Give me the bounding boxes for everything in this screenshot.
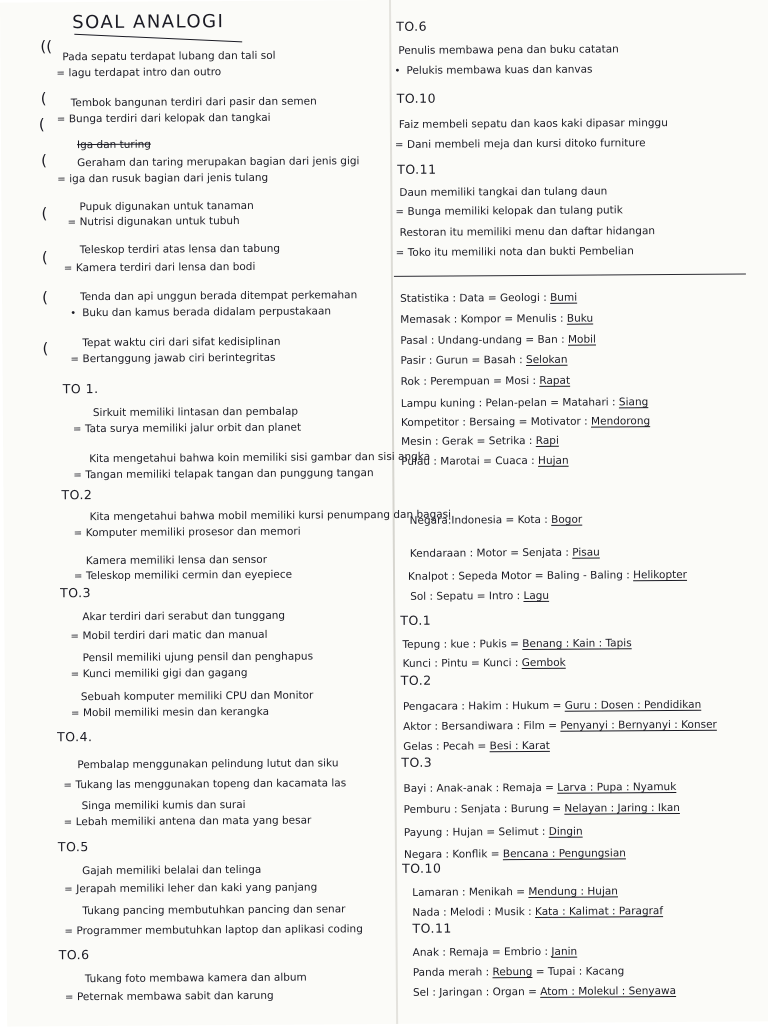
analogy-line: • Buku dan kamus berada didalam perpustakaan <box>70 305 332 320</box>
analogy-line: = Tata surya memiliki jalur orbit dan planet <box>72 421 302 436</box>
section-label: TO.1 <box>400 612 432 628</box>
answer-row: Nada : Melodi : Musik : Kata : Kalimat : Paragraf <box>412 905 664 919</box>
analogy-line: = Lebah memiliki antena dan mata yang besar <box>63 814 312 829</box>
answer-row: Mesin : Gerak = Setrika : Rapi <box>401 434 559 448</box>
analogy-line: • Pelukis membawa kuas dan kanvas <box>394 63 593 77</box>
analogy-line: = Kamera terdiri dari lensa dan bodi <box>63 260 256 275</box>
answer-row: Pengacara : Hakim : Hukum = Guru : Dosen : Pendidikan <box>402 698 702 713</box>
analogy-line: Geraham dan taring merupakan bagian dari jenis gigi <box>77 155 360 170</box>
analogy-line: Pembalap menggunakan pelindung lutut dan siku <box>77 757 339 772</box>
analogy-line: Faiz membeli sepatu dan kaos kaki dipasar minggu <box>398 117 668 131</box>
answer-row: Pulau : Marotai = Cuaca : Hujan <box>401 454 569 468</box>
analogy-line: = Tangan memiliki telapak tangan dan punggung tangan <box>73 467 374 482</box>
section-label: TO.6 <box>396 18 428 34</box>
analogy-line: Restoran itu memiliki menu dan daftar hidangan <box>399 225 656 239</box>
answer-row: Kendaraan : Motor = Senjata : Pisau <box>409 546 600 560</box>
analogy-line: = Bunga memiliki kelopak dan tulang putik <box>395 204 623 218</box>
analogy-line: = Peternak membawa sabit dan karung <box>64 989 274 1004</box>
answer-row: Knalpot : Sepeda Motor = Baling - Baling : Helikopter <box>407 568 688 583</box>
section-label: TO.2 <box>61 487 93 503</box>
analogy-line: Sirkuit memiliki lintasan dan pembalap <box>92 405 299 420</box>
answer-row: Payung : Hujan = Selimut : Dingin <box>403 825 583 839</box>
answer-row: Sol : Sepatu = Intro : Lagu <box>410 589 550 603</box>
analogy-line: = Mobil terdiri dari matic dan manual <box>70 628 268 643</box>
section-label: TO.6 <box>58 947 90 963</box>
analogy-line: = Bertanggung jawab ciri berintegritas <box>70 351 276 366</box>
analogy-line: = Mobil memiliki mesin dan kerangka <box>70 705 270 720</box>
margin-bracket: ( <box>42 288 48 307</box>
analogy-line: = Programmer membutuhkan laptop dan aplikasi coding <box>64 923 363 938</box>
analogy-line: = Komputer memiliki prosesor dan memori <box>73 525 301 540</box>
answer-row: Bayi : Anak-anak : Remaja = Larva : Pupa : Nyamuk <box>403 780 677 795</box>
answer-row: Anak : Remaja = Embrio : Janin <box>412 945 578 959</box>
section-label: TO.3 <box>60 585 92 601</box>
section-label: TO.5 <box>57 839 89 855</box>
answer-row: Tepung : kue : Pukis = Benang : Kain : Tapis <box>402 637 632 651</box>
analogy-line: Pupuk digunakan untuk tanaman <box>79 199 254 214</box>
analogy-line: = Kunci memiliki gigi dan gagang <box>70 666 248 681</box>
section-label: TO.2 <box>400 672 432 688</box>
analogy-line: = Nutrisi digunakan untuk tubuh <box>67 215 240 229</box>
answer-row: Statistika : Data = Geologi : Bumi <box>400 291 578 305</box>
answer-row: Lampu kuning : Pelan-pelan = Matahari : Siang <box>400 396 649 410</box>
margin-bracket: ( <box>41 204 48 223</box>
answer-row: Gelas : Pecah = Besi : Karat <box>403 739 550 753</box>
analogy-line: Singa memiliki kumis dan surai <box>81 798 246 813</box>
analogy-line: Pada sepatu terdapat lubang dan tali sol <box>62 49 276 64</box>
margin-bracket: ( <box>38 115 45 134</box>
section-divider <box>394 273 746 276</box>
section-label: TO.10 <box>402 860 442 876</box>
analogy-line: Tepat waktu ciri dari sifat kedisiplinan <box>82 335 281 350</box>
answer-row: Sel : Jaringan : Organ = Atom : Molekul : Senyawa <box>412 984 677 999</box>
margin-bracket: ( <box>40 89 47 108</box>
analogy-line: Tenda dan api unggun berada ditempat perkemahan <box>80 289 358 304</box>
section-label: TO.3 <box>401 754 433 770</box>
answer-row: Rok : Perempuan = Mosi : Rapat <box>400 374 571 388</box>
analogy-line: = Toko itu memiliki nota dan bukti Pembelian <box>395 245 634 259</box>
answer-row: Pasal : Undang-undang = Ban : Mobil <box>400 333 596 347</box>
section-label: TO 1. <box>62 381 99 397</box>
analogy-line: Kita mengetahui bahwa koin memiliki sisi gambar dan sisi angka <box>89 450 431 466</box>
answer-row: Kunci : Pintu = Kunci : Gembok <box>402 656 566 670</box>
analogy-line: Sebuah komputer memiliki CPU dan Monitor <box>80 689 314 704</box>
answer-row: Memasak : Kompor = Menulis : Buku <box>400 312 594 326</box>
answer-row: Kompetitor : Bersaing = Motivator : Mendorong <box>400 415 651 429</box>
margin-bracket: ( <box>41 151 48 170</box>
analogy-line: = iga dan rusuk bagian dari jenis tulang <box>57 171 269 186</box>
answer-row: Aktor : Bersandiwara : Film = Penyanyi : Bernyanyi : Konser <box>403 718 717 733</box>
analogy-line: Akar terdiri dari serabut dan tunggang <box>82 609 286 624</box>
section-label: TO.4. <box>57 729 93 745</box>
analogy-line: Tukang pancing membutuhkan pancing dan senar <box>82 903 346 918</box>
answer-row: Lamaran : Menikah = Mendung : Hujan <box>412 885 618 899</box>
margin-bracket: ( <box>41 248 48 267</box>
section-label: TO.11 <box>412 920 452 936</box>
analogy-line: Penulis membawa pena dan buku catatan <box>398 43 619 57</box>
analogy-line: = Bunga terdiri dari kelopak dan tangkai <box>56 111 271 126</box>
answer-row: Negara:Indonesia = Kota : Bogor <box>409 513 583 527</box>
page-title: SOAL ANALOGI <box>72 11 225 34</box>
analogy-line: Teleskop terdiri atas lensa dan tabung <box>79 242 281 257</box>
analogy-line: = Tukang las menggunakan topeng dan kacamata las <box>63 777 347 792</box>
margin-bracket: (( <box>40 37 53 56</box>
analogy-line: Tukang foto membawa kamera dan album <box>84 971 307 986</box>
answer-row: Panda merah : Rebung = Tupai : Kacang <box>412 965 625 979</box>
analogy-line: = Dani membeli meja dan kursi ditoko furniture <box>394 137 646 151</box>
analogy-line: Gajah memiliki belalai dan telinga <box>82 863 262 878</box>
analogy-line: Pensil memiliki ujung pensil dan penghapus <box>82 650 314 665</box>
analogy-line: = lagu terdapat intro dan outro <box>56 66 222 80</box>
analogy-line: Daun memiliki tangkai dan tulang daun <box>399 185 608 199</box>
answer-row: Pasir : Gurun = Basah : Selokan <box>400 353 568 367</box>
margin-bracket: ( <box>42 339 49 358</box>
analogy-line: = Jerapah memiliki leher dan kaki yang panjang <box>64 881 318 896</box>
analogy-line: Kamera memiliki lensa dan sensor <box>85 553 268 568</box>
section-label: TO.10 <box>396 90 437 106</box>
answer-row: Pemburu : Senjata : Burung = Nelayan : Jaring : Ikan <box>403 801 680 816</box>
answer-row: Negara : Konflik = Bencana : Pengungsian <box>403 847 626 861</box>
analogy-line: Tembok bangunan terdiri dari pasir dan semen <box>70 95 317 110</box>
section-label: TO.11 <box>397 161 437 177</box>
title-underline <box>74 34 242 43</box>
struck-line: Iga dan turing <box>76 138 151 152</box>
analogy-line: = Teleskop memiliki cermin dan eyepiece <box>73 568 293 583</box>
analogy-line: Kita mengetahui bahwa mobil memiliki kursi penumpang dan bagasi <box>89 508 452 524</box>
